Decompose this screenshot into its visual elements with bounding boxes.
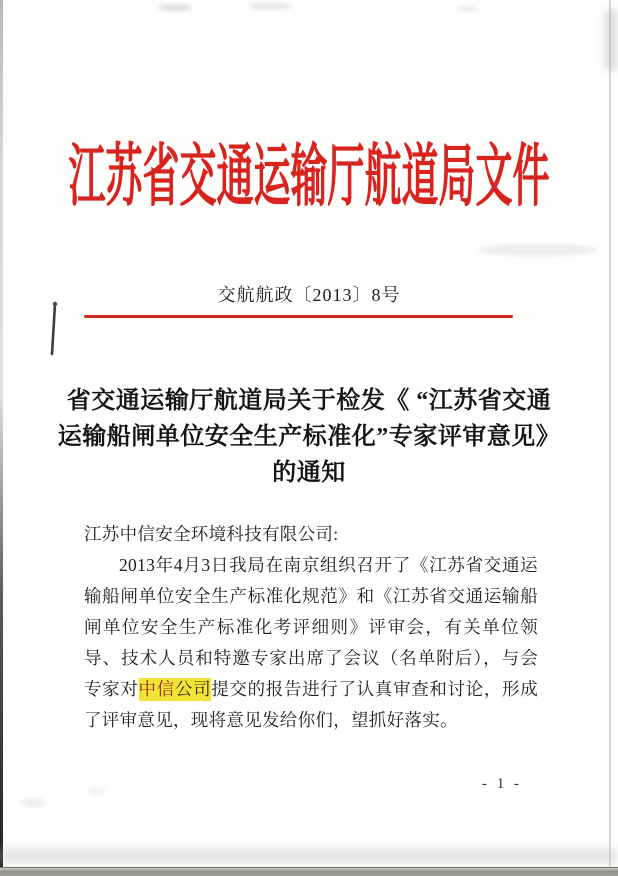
- scan-smudge: [478, 244, 598, 256]
- scan-bottom-edge-shadow: [0, 867, 618, 876]
- scan-right-edge-line: [609, 0, 611, 876]
- notice-title-line-1: 省交通运输厅航道局关于检发《 “江苏省交通: [66, 388, 552, 414]
- letterhead-title: 江苏省交通运输厅航道局文件: [68, 140, 550, 217]
- scan-smudge: [248, 2, 292, 10]
- red-divider-line: [84, 315, 513, 318]
- scan-bottom-smudge: [0, 848, 618, 864]
- scan-left-edge-shadow: [0, 0, 3, 876]
- scan-smudge: [158, 4, 192, 11]
- document-body: [84, 519, 538, 736]
- scan-smudge: [20, 798, 46, 807]
- page-number: - 1 -: [482, 776, 522, 792]
- notice-title: [40, 383, 578, 491]
- notice-title-line-3: 的通知: [272, 460, 346, 486]
- body-paragraph: [84, 550, 538, 736]
- scan-smudge: [88, 788, 106, 795]
- salutation: 江苏中信安全环境科技有限公司:: [84, 524, 339, 544]
- scan-right-corner-smudge: [604, 10, 618, 70]
- document-number: 交航航政〔2013〕8号: [217, 285, 401, 305]
- paragraph-text-before-highlight: 2013年4月3日我局在南京组织召开了《江苏省交通运输船闸单位安全生产标准化规范》和《江苏省交通运输船闸单位安全生产标准化考评细则》评审会，有关单位领导、技术人员和特邀专家出席了会议（名单附后），与会专家对: [84, 555, 538, 699]
- paragraph-text-after-highlight: 提交的报告进行了认真审查和讨论，形成了评审意见，现将意见发给你们，望抓好落实。: [84, 679, 539, 730]
- scan-smudge: [456, 6, 478, 12]
- highlighted-text-zhongxin: 中信: [138, 679, 175, 699]
- notice-title-line-2: 运输船闸单位安全生产标准化”专家评审意见》: [57, 424, 561, 450]
- highlighted-text-gongsi: 公司: [174, 679, 212, 699]
- pen-mark: [46, 298, 60, 360]
